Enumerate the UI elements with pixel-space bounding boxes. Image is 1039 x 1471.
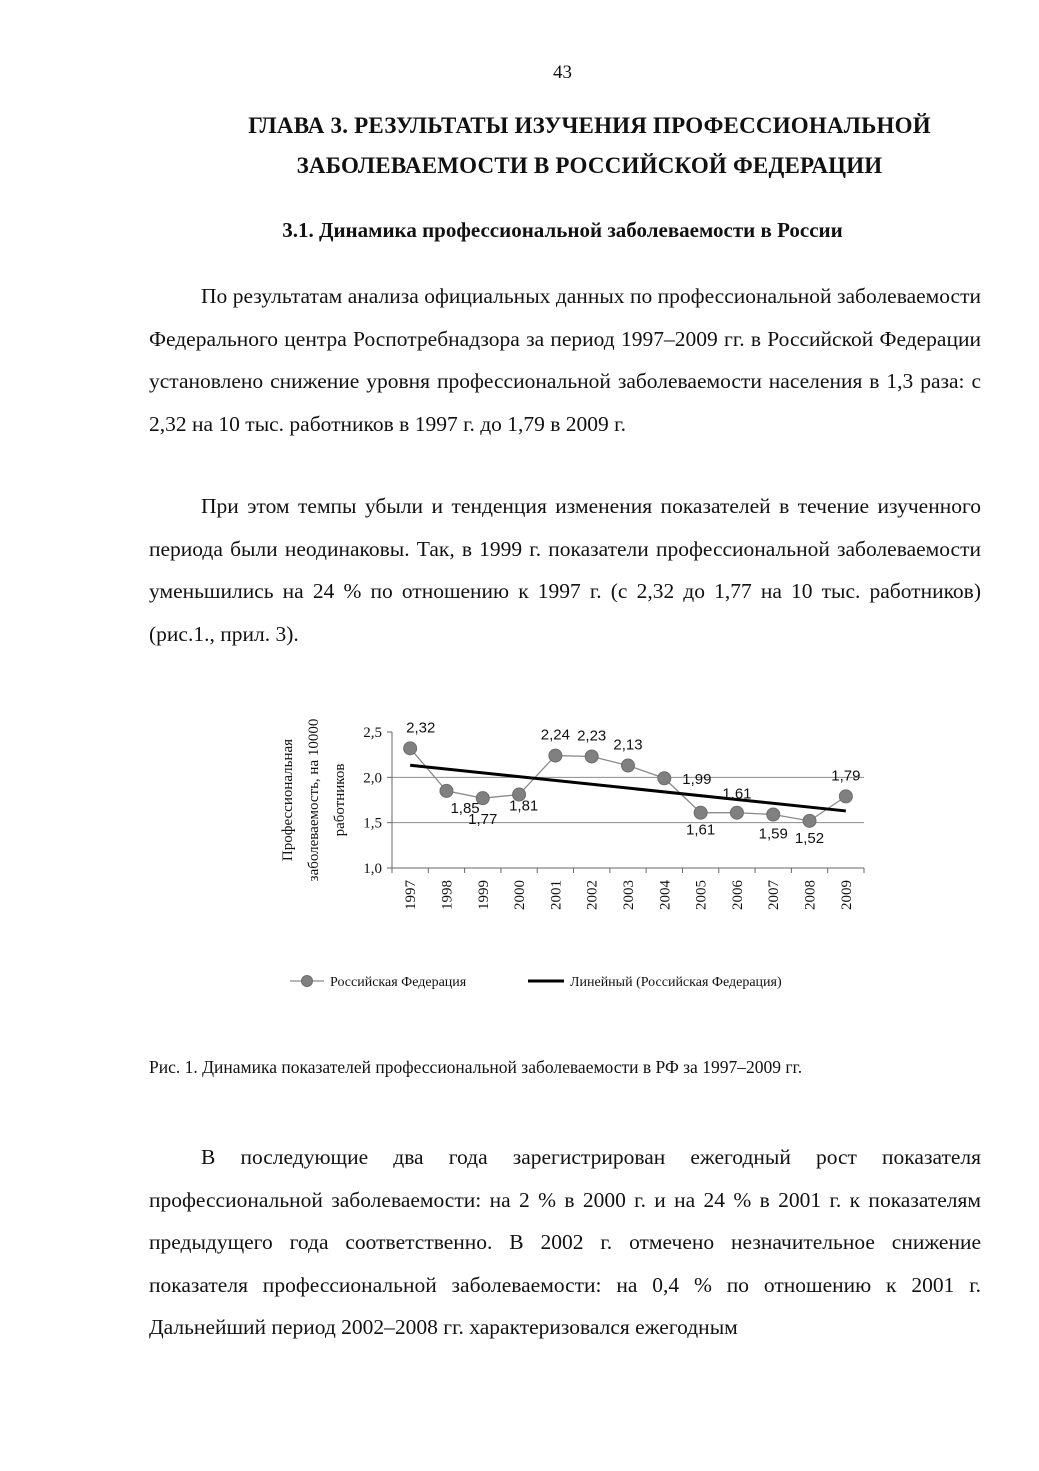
data-label: 2,32 [406, 719, 436, 737]
legend [290, 975, 782, 990]
data-label: 1,61 [686, 821, 716, 839]
data-point [803, 814, 816, 827]
x-tick-label: 2000 [512, 880, 529, 910]
data-point [585, 750, 598, 763]
x-tick-label: 2003 [621, 880, 637, 910]
data-label: 1,85 [450, 799, 480, 817]
x-tick-label: 2007 [766, 880, 783, 910]
y-axis-label-line: работников [332, 763, 348, 837]
figure-caption: Рис. 1. Динамика показателей профессиональной заболеваемости в РФ за 1997–2009 гг. [149, 1057, 803, 1077]
y-tick-label: 2,5 [363, 725, 382, 741]
x-tick-label: 2004 [657, 880, 674, 910]
x-tick-label: 2005 [693, 880, 710, 910]
y-tick-label: 2,0 [363, 770, 382, 787]
x-tick-label: 2001 [548, 880, 565, 910]
data-label: 1,81 [509, 797, 539, 815]
y-tick-label: 1,5 [363, 815, 382, 832]
data-label: 2,24 [540, 726, 570, 744]
data-point [694, 806, 707, 819]
data-point [658, 772, 671, 785]
paragraph-2: При этом темпы убыли и тенденция изменения показателей в течение изученного периода были неодинаковы. Так, в 1999 г. показатели профессиональной заболеваемости уменьшились на 24 % по отношению к 1997 г. (с 2,32 до 1,77 на 10 тыс. работников) (рис.1., прил. 3). [149, 494, 981, 646]
paragraph-3: В последующие два года зарегистрирован ежегодный рост показателя профессиональной заболеваемости: на 2 % в 2000 г. и на 24 % в 2001 г. к показателям предыдущего года соответственно. В 2002 г. отмечено незначительное снижение показателя профессиональной заболеваемости: на 0,4 % по отношению к 2001 г. Дальнейший период 2002–2008 гг. характеризовался ежегодным [149, 1145, 981, 1339]
y-tick-label: 1,0 [363, 861, 382, 877]
data-label: 2,13 [613, 736, 643, 754]
chapter-title-line2: ЗАБОЛЕВАЕМОСТИ В РОССИЙСКОЙ ФЕДЕРАЦИИ [296, 153, 883, 178]
paragraph-1: По результатам анализа официальных данных по профессиональной заболеваемости Федерального центра Роспотребнадзора за период 1997–2009 гг. в Российской Федерации установлено снижение уровня профессиональной заболеваемости населения в 1,3 раза: с 2,32 на 10 тыс. работников в 1997 г. до 1,79 в 2009 г. [149, 284, 981, 436]
x-tick-label: 1999 [475, 880, 492, 910]
page-number: 43 [553, 62, 572, 83]
data-point [549, 749, 562, 762]
x-tick-label: 2002 [584, 880, 601, 910]
data-point [622, 759, 635, 772]
data-label: 1,61 [722, 785, 752, 803]
data-label: 1,99 [682, 771, 712, 789]
chapter-title-line1: ГЛАВА 3. РЕЗУЛЬТАТЫ ИЗУЧЕНИЯ ПРОФЕССИОНАЛЬНОЙ [248, 113, 931, 138]
data-point [767, 808, 780, 821]
legend-series-marker [302, 976, 313, 987]
line-chart [270, 700, 890, 1000]
data-point [404, 742, 417, 755]
chart-figure [270, 700, 890, 1000]
data-label: 1,59 [758, 825, 788, 843]
x-tick-label: 1998 [439, 880, 456, 910]
data-point [440, 784, 453, 797]
y-axis-label-line: Профессиональная [280, 738, 296, 862]
y-axis-label [280, 719, 348, 882]
x-tick-label: 2009 [838, 880, 855, 910]
data-label: 1,52 [794, 829, 825, 847]
y-axis-label-line: заболеваемость, на 10000 [306, 718, 322, 882]
data-label: 1,77 [468, 811, 498, 829]
data-label: 2,23 [577, 727, 607, 745]
data-point [730, 806, 743, 819]
legend-trend-label: Линейный (Российская Федерация) [570, 975, 782, 990]
data-labels [406, 719, 860, 847]
x-tick-label: 2008 [802, 880, 819, 910]
section-title: 3.1. Динамика профессиональной заболеваемости в России [282, 218, 843, 242]
x-tick-label: 2006 [729, 880, 746, 910]
legend-series-label: Российская Федерация [330, 975, 467, 990]
x-tick-label: 1997 [403, 880, 420, 910]
data-point [839, 790, 852, 803]
data-label: 1,79 [831, 767, 861, 785]
